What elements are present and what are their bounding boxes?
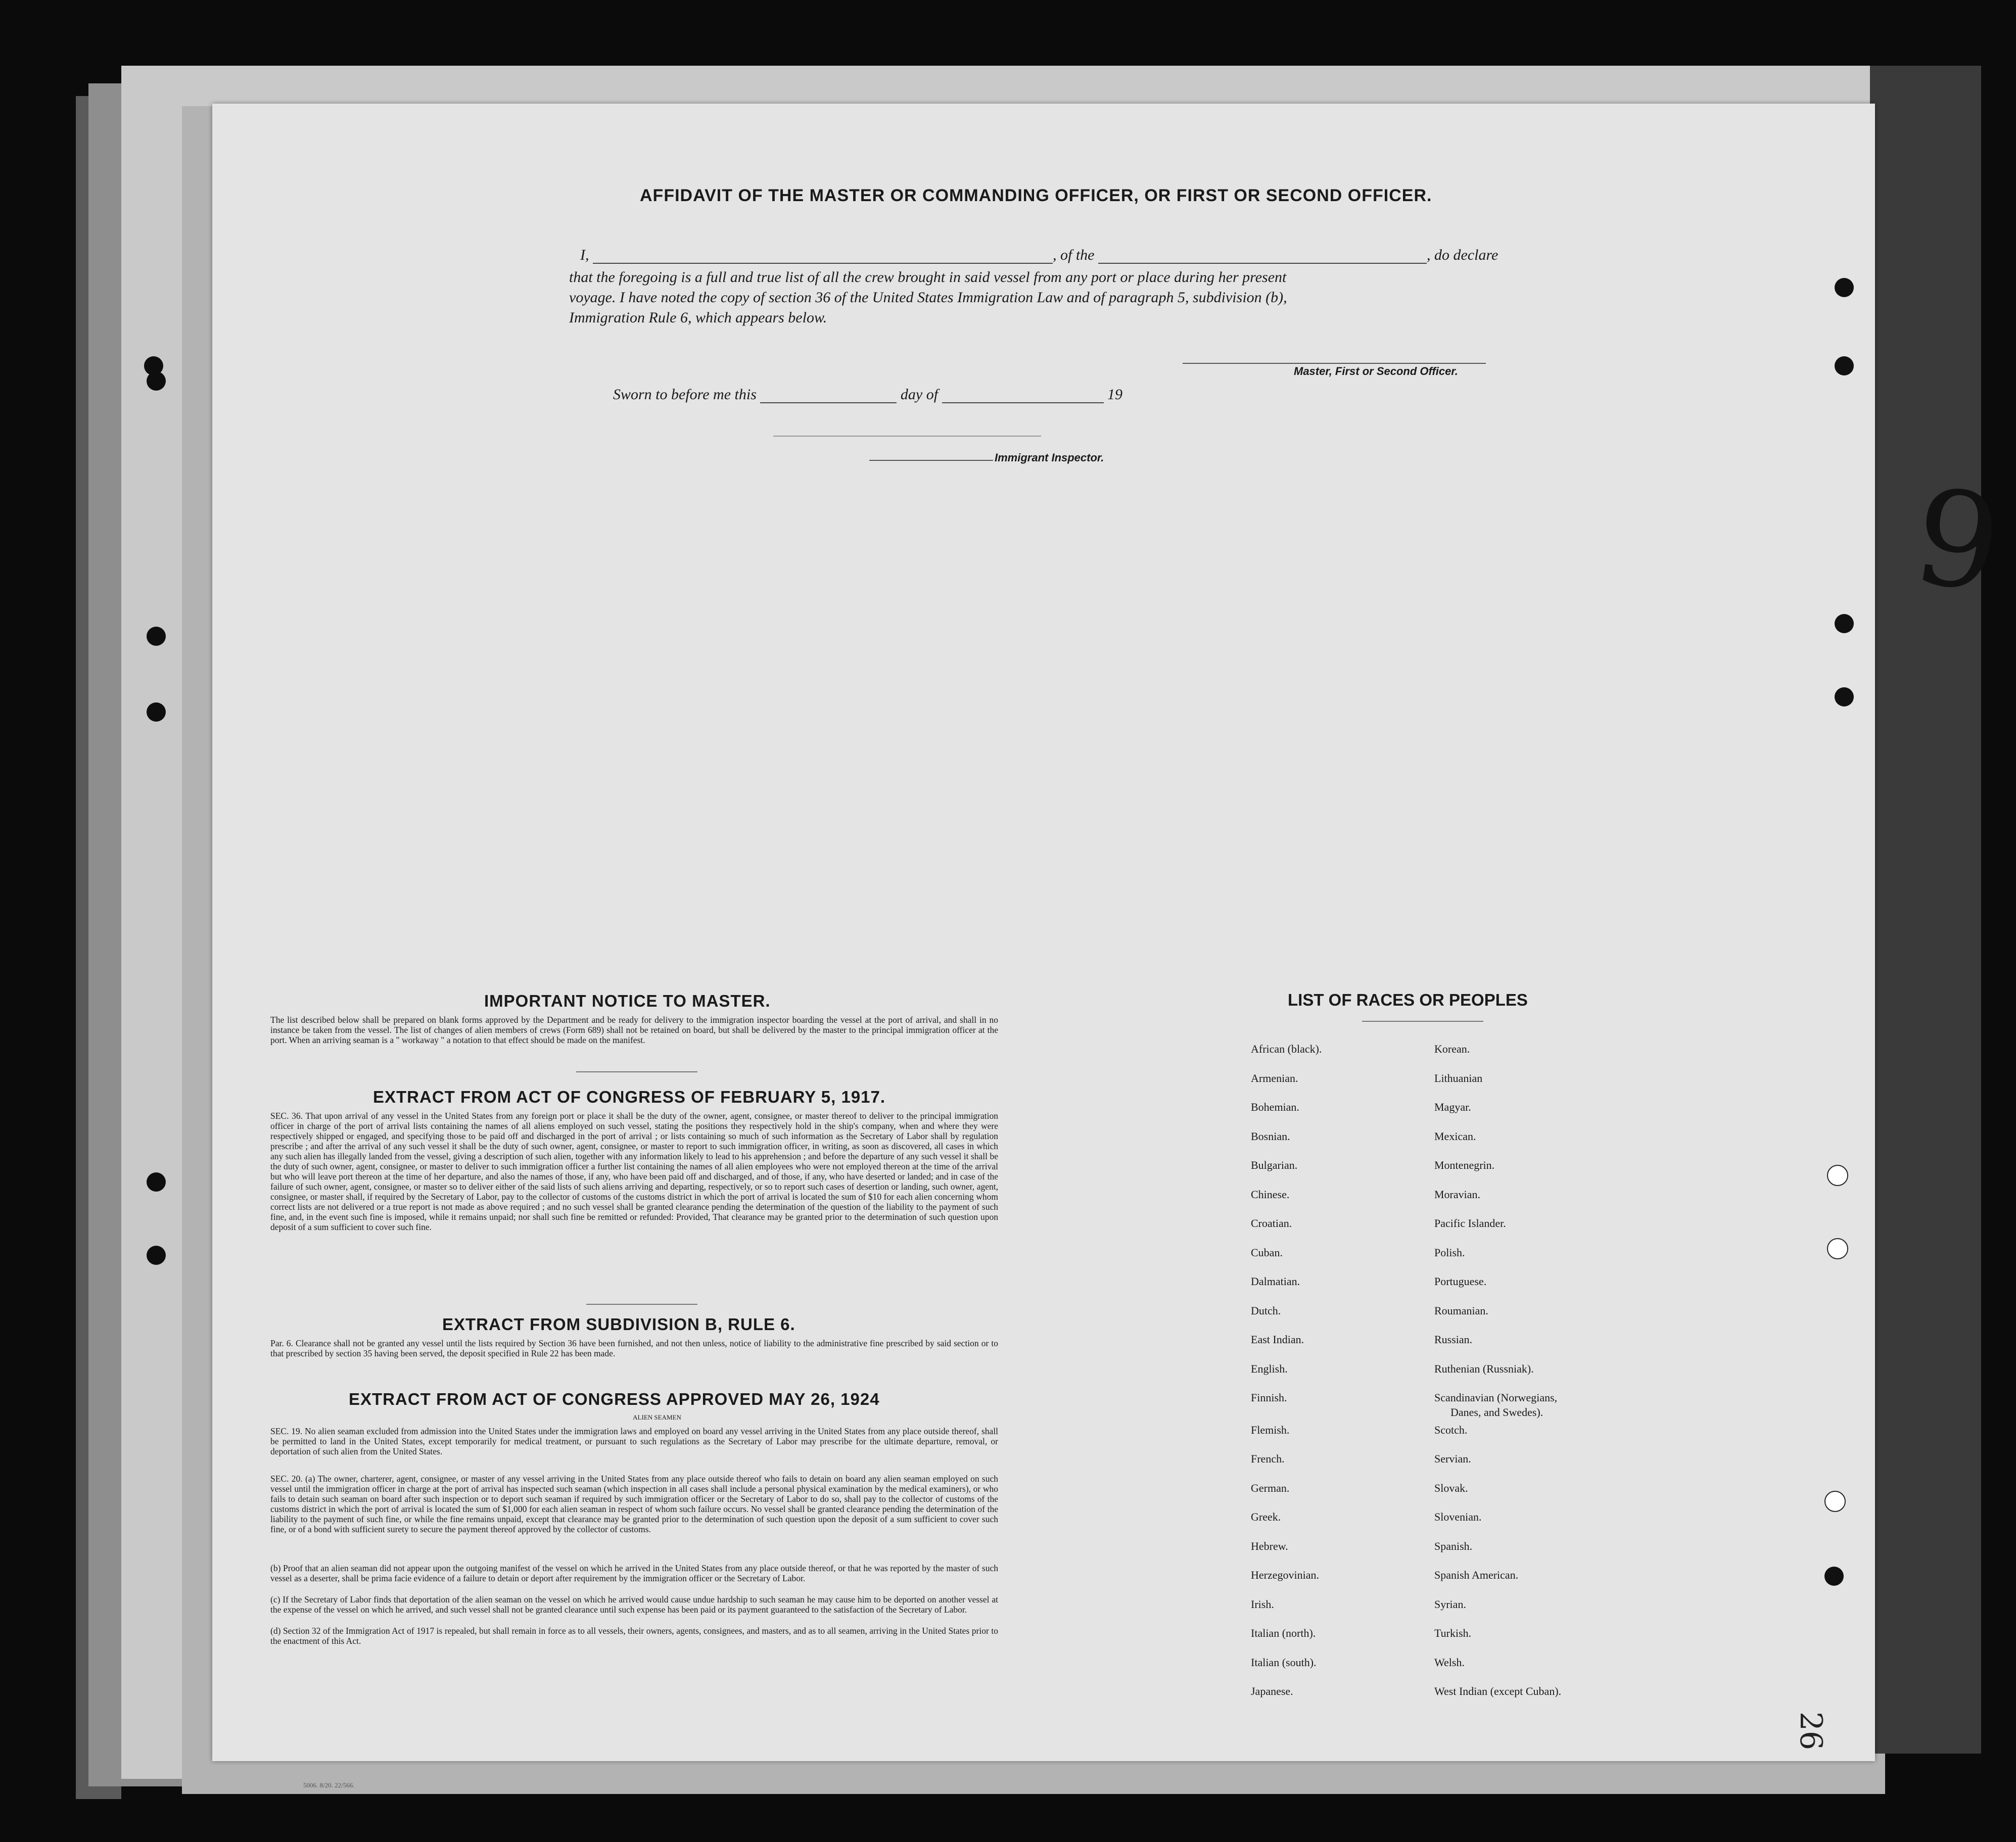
rule-divider xyxy=(1362,1021,1483,1022)
race-item: Spanish American. xyxy=(1434,1569,1519,1581)
race-item: West Indian (except Cuban). xyxy=(1434,1685,1562,1697)
binder-hole-icon xyxy=(1835,687,1854,706)
affidavit-line-3: voyage. I have noted the copy of section 36 of the United States Immigration Law and of paragraph 5, subdivision (b), xyxy=(569,289,1287,306)
race-item: English. xyxy=(1251,1362,1288,1375)
binder-hole-icon xyxy=(1827,1165,1848,1186)
affidavit-title: AFFIDAVIT OF THE MASTER OR COMMANDING OFFICER, OR FIRST OR SECOND OFFICER. xyxy=(640,186,1432,205)
affidavit-line-1 xyxy=(580,247,1498,264)
race-item: Bulgarian. xyxy=(1251,1159,1298,1171)
race-item: Roumanian. xyxy=(1434,1304,1488,1317)
race-item: French. xyxy=(1251,1452,1285,1465)
extract-1924-sec20b: (b) Proof that an alien seaman did not appear upon the outgoing manifest of the vessel on which he arrived in the United States from any place outside thereof, or that he was reported by the master of such vessel as a deserter, shall be prima facie evidence of a failure to detain or deport after requirement by the immigration officer or the Secretary of Labor. xyxy=(270,1563,998,1583)
affidavit-text: , do declare xyxy=(1427,247,1498,263)
binder-hole-icon xyxy=(147,1246,166,1265)
affidavit-text: I, xyxy=(580,247,589,263)
race-item: Croatian. xyxy=(1251,1217,1292,1230)
race-item: Dalmatian. xyxy=(1251,1275,1300,1288)
affidavit-text: , of the xyxy=(1053,247,1095,263)
rule-divider xyxy=(576,1071,697,1072)
race-item: African (black). xyxy=(1251,1043,1322,1055)
extract-1924-title: EXTRACT FROM ACT OF CONGRESS APPROVED MAY 26, 1924 xyxy=(349,1390,880,1408)
race-item: Scotch. xyxy=(1434,1423,1468,1436)
binder-hole-icon xyxy=(147,627,166,646)
race-item: German. xyxy=(1251,1481,1290,1494)
race-item: Dutch. xyxy=(1251,1304,1281,1317)
blank-field-vessel[interactable] xyxy=(1098,263,1427,264)
race-item: Portuguese. xyxy=(1434,1275,1487,1288)
handwritten-mark: 9 xyxy=(1905,459,2009,623)
race-item: Pacific Islander. xyxy=(1434,1217,1506,1230)
race-item: Italian (north). xyxy=(1251,1627,1316,1639)
blank-field-name[interactable] xyxy=(593,263,1053,264)
binder-edge-right xyxy=(1870,66,1981,1754)
race-item: Syrian. xyxy=(1434,1597,1466,1611)
sworn-text: 19 xyxy=(1107,386,1123,403)
race-item: Finnish. xyxy=(1251,1391,1287,1404)
race-item: Welsh. xyxy=(1434,1656,1465,1669)
sworn-text: day of xyxy=(900,386,939,403)
signature-line-master[interactable] xyxy=(1183,363,1486,364)
race-item: Cuban. xyxy=(1251,1246,1283,1259)
extract-1917-text: SEC. 36. That upon arrival of any vessel in the United States from any foreign port or place it shall be the duty of the owner, agent, consignee, or master thereof to deliver to the principal immigration officer in charge of the port of arrival lists containing the names of all aliens employed on such vessel, stating the positions they respectively hold in the ship's company, when and where they were respectively shipped or engaged, and specifying those to be paid off and discharged in the port of arrival ; or lists containing so much of such information as the Secretary of Labor shall by regulation prescribe ; and after the arrival of any such vessel it shall be the duty of such owner, agent, consignee, or master to report to such immigration officer, in writing, as soon as discovered, all cases in which any such alien has illegally landed from the vessel, giving a description of such alien, together with any information likely to lead to his apprehension ; and before the departure of any such vessel it shall be the duty of such owner, agent, consignee, or master to deliver to such immigration officer a further list containing the names of all alien employees who were not employed thereon at the time of the arrival but who will leave port thereon at the time of her departure, and also the names of those, if any, who have been paid off and discharged, and of those, if any, who have deserted or landed; and in case of the failure of such owner, agent, consignee, or master so to deliver either of the said lists of such aliens arriving and departing, respectively, or so to report such cases of desertion or landing, such owner, agent, consignee, or master shall, if required by the Secretary of Labor, pay to the collector of customs of the customs district in which the port of arrival is located the sum of $10 for each alien concerning whom correct lists are not delivered or a true report is not made as above required ; and no such vessel shall be granted clearance pending the determination of the question of the liability to the payment of such fine, and, in the event such fine is imposed, while it remains unpaid; nor shall such fine be remitted or refunded: Provided, That clearance may be granted prior to the determination of such question upon deposit of a sum sufficient to cover such fine. xyxy=(270,1111,998,1232)
signature-line-inspector[interactable] xyxy=(869,460,993,461)
bleed-through-text xyxy=(425,190,432,215)
race-item: Chinese. xyxy=(1251,1188,1290,1201)
race-item: Slovenian. xyxy=(1434,1510,1482,1523)
binder-hole-icon xyxy=(1835,278,1854,297)
race-item: Mexican. xyxy=(1434,1129,1476,1143)
races-title: LIST OF RACES OR PEOPLES xyxy=(1288,990,1528,1009)
race-item: Turkish. xyxy=(1434,1627,1472,1639)
race-item: Armenian. xyxy=(1251,1071,1298,1084)
binder-hole-icon xyxy=(1824,1491,1846,1512)
blank-field-day[interactable] xyxy=(760,402,897,403)
race-item: Ruthenian (Russniak). xyxy=(1434,1362,1534,1375)
binder-hole-icon xyxy=(147,702,166,722)
race-item: Moravian. xyxy=(1434,1188,1481,1201)
form-code: 5006. 8/20. 22/566. xyxy=(303,1781,355,1789)
race-item: Korean. xyxy=(1434,1043,1470,1055)
race-item: Hebrew. xyxy=(1251,1539,1288,1552)
extract-1924-sec20d: (d) Section 32 of the Immigration Act of 1917 is repealed, but shall remain in force as to all vessels, their owners, agents, consignees, and masters, and as to all seamen, arriving in the United States prior to the enactment of this Act. xyxy=(270,1626,998,1646)
sworn-line xyxy=(613,386,1122,403)
sworn-text: Sworn to before me this xyxy=(613,386,757,403)
extract-1917-title: EXTRACT FROM ACT OF CONGRESS OF FEBRUARY 5, 1917. xyxy=(373,1088,886,1106)
race-item: Italian (south). xyxy=(1251,1656,1317,1669)
binder-hole-icon xyxy=(147,371,166,391)
race-item: Bosnian. xyxy=(1251,1129,1290,1143)
race-item: Bohemian. xyxy=(1251,1101,1299,1113)
rule-divider xyxy=(773,436,1041,437)
extract-rule6-title: EXTRACT FROM SUBDIVISION B, RULE 6. xyxy=(442,1315,795,1334)
extract-1924-sec20c: (c) If the Secretary of Labor finds that deportation of the alien seaman on the vessel on which he arrived would cause undue hardship to such seaman he may cause him to be deported on another vessel at the expense of the vessel on which he arrived, and such vessel shall not be granted clearance until such expense has been paid or its payment guaranteed to the satisfaction of the Secretary of Labor. xyxy=(270,1594,998,1615)
race-item: Danes, and Swedes). xyxy=(1450,1406,1543,1419)
handwritten-page-number: 26 xyxy=(1793,1711,1829,1751)
race-item: Scandinavian (Norwegians, xyxy=(1434,1391,1558,1404)
race-item: Spanish. xyxy=(1434,1539,1473,1552)
binder-hole-icon xyxy=(147,1172,166,1192)
notice-text: The list described below shall be prepared on blank forms approved by the Department and be ready for delivery to the immigration inspector boarding the vessel at the port of arrival, and shall in no instance be taken from the vessel. The list of changes of alien members of crews (Form 689) shall not be retained on board, but shall be delivered by the master to the principal immigration officer at the port. When an arriving seaman is a " workaway " a notation to that effect should be made on the manifest. xyxy=(270,1015,998,1045)
race-item: Japanese. xyxy=(1251,1685,1293,1697)
extract-rule6-text: Par. 6. Clearance shall not be granted any vessel until the lists required by Section 36 have been furnished, and not then unless, notice of liability to the administrative fine prescribed by said section or to that prescribed by section 35 having been served, the deposit specified in Rule 22 has been made. xyxy=(270,1338,998,1358)
race-item: Magyar. xyxy=(1434,1101,1471,1113)
affidavit-line-4: Immigration Rule 6, which appears below. xyxy=(569,309,827,326)
race-item: Lithuanian xyxy=(1434,1071,1483,1084)
rule-divider xyxy=(586,1304,697,1305)
race-item: Polish. xyxy=(1434,1246,1465,1259)
race-item: Russian. xyxy=(1434,1333,1473,1346)
race-item: Servian. xyxy=(1434,1452,1471,1465)
binder-hole-icon xyxy=(1824,1567,1844,1586)
binder-hole-icon xyxy=(1835,356,1854,375)
affidavit-line-2: that the foregoing is a full and true list of all the crew brought in said vessel from any port or place during her present xyxy=(569,269,1287,286)
notice-title: IMPORTANT NOTICE TO MASTER. xyxy=(484,991,771,1010)
binder-hole-icon xyxy=(1827,1238,1848,1259)
race-item: Herzegovinian. xyxy=(1251,1569,1319,1581)
blank-field-month[interactable] xyxy=(942,402,1104,403)
race-item: East Indian. xyxy=(1251,1333,1304,1346)
race-item: Montenegrin. xyxy=(1434,1159,1495,1171)
inspector-caption: Immigrant Inspector. xyxy=(995,451,1104,464)
master-caption: Master, First or Second Officer. xyxy=(1294,365,1458,377)
race-item: Irish. xyxy=(1251,1597,1274,1611)
race-item: Slovak. xyxy=(1434,1481,1468,1494)
extract-1924-subtitle: ALIEN SEAMEN xyxy=(633,1413,681,1421)
extract-1924-sec20a: SEC. 20. (a) The owner, charterer, agent, consignee, or master of any vessel arriving in the United States from any place outside thereof who fails to detain on board any alien seaman employed on such vessel until the immigration officer in charge at the port of arrival has inspected such seaman (which inspection in all cases shall include a personal physical examination by the medical examiners), or who fails to detain such seaman on board after such inspection or to deport such seaman if required by such immigration officer or the Secretary of Labor to do so, shall pay to the collector of customs of the customs district in which the port of arrival is located the sum of $1,000 for each alien seaman in respect of whom such failure occurs. No vessel shall be granted clearance pending the determination of the liability to the payment of such fine, or while the fine remains unpaid, except that clearance may be granted prior to the determination of such question upon the deposit of a sum sufficient to cover such fine, or of a bond with sufficient surety to secure the payment thereof approved by the collector of customs. xyxy=(270,1474,998,1534)
race-item: Flemish. xyxy=(1251,1423,1290,1436)
binder-hole-icon xyxy=(1835,614,1854,633)
extract-1924-sec19: SEC. 19. No alien seaman excluded from admission into the United States under the immigration laws and employed on board any vessel arriving in the United States from any place outside thereof, shall be permitted to land in the United States, except temporarily for medical treatment, or pursuant to such regulations as the Secretary of Labor may prescribe for the ultimate departure, removal, or deportation of such alien from the United States. xyxy=(270,1426,998,1456)
race-item: Greek. xyxy=(1251,1510,1281,1523)
